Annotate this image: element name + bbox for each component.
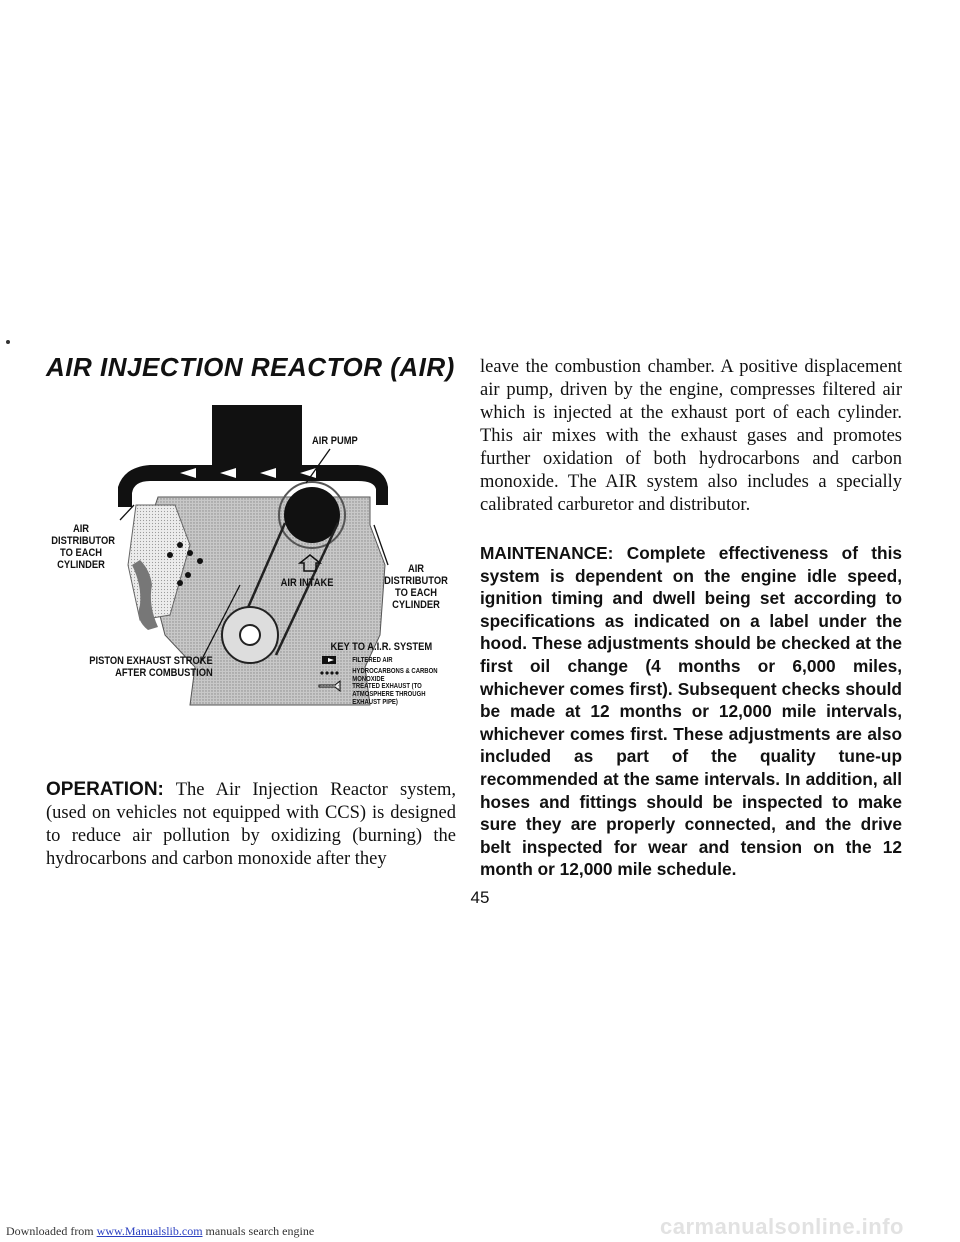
site-watermark: carmanualsonline.info [660, 1214, 904, 1239]
operation-continued-paragraph: leave the combustion chamber. A positive displacement air pump, driven by the engine, compresses filtered air which is injected at the exhaust port of each cylinder. This air mixes with the exhaust gases and promotes further oxidation of both hydrocarbons and carbon monoxide. The AIR system also includes a specially calibrated carburetor and distributor. [480, 357, 902, 515]
key-title: KEY TO A.I.R. SYSTEM [330, 641, 433, 653]
label-air-pump: AIR PUMP [312, 435, 358, 447]
operation-lead: OPERATION: [46, 779, 164, 800]
label-piston-exhaust: PISTON EXHAUST STROKE AFTER COMBUSTION [89, 655, 213, 679]
label-air-distributor-left: AIR DISTRIBUTOR TO EACH CYLINDER [51, 523, 115, 571]
page-title: AIR INJECTION REACTOR (AIR) [46, 352, 455, 382]
key-item-filtered-air: FILTERED AIR [352, 657, 393, 664]
operation-paragraph [46, 778, 456, 871]
manualslib-link[interactable]: www.Manualslib.com [96, 1224, 203, 1238]
key-item-treated-exhaust: TREATED EXHAUST (TO ATMOSPHERE THROUGH EXHAUST PIPE) [352, 683, 426, 706]
maintenance-paragraph: MAINTENANCE: Complete effectiveness of this system is dependent on the engine idle speed, ignition timing and dwell being set according to specifications as indicated on a label under the hood. These adjustments should be checked at the first oil change (4 months or 6,000 miles, whichever comes first). Subsequent checks should be made at 12 months or 12,000 mile intervals, whichever comes first. These adjustments are also included as part of the quality tune-up recommended at the same intervals. In addition, all hoses and fittings should be inspected to make sure they are properly connected, and the drive belt inspected for wear and tension on the 12 month or 12,000 mile schedule. [480, 543, 902, 880]
page-mark [6, 340, 10, 344]
label-air-distributor-right: AIR DISTRIBUTOR TO EACH CYLINDER [384, 563, 448, 611]
key-item-hydrocarbons: HYDROCARBONS & CARBON MONOXIDE [352, 668, 438, 683]
operation-text: The Air Injection Reactor system, (used on vehicles not equipped with CCS) is designed to reduce air pollution by oxidizing (burning) the hydrocarbons and carbon monoxide after they [46, 780, 456, 869]
download-footer: Downloaded from www.Manualslib.com manuals search engine [6, 1224, 315, 1238]
page-number: 45 [470, 888, 490, 907]
air-system-diagram [40, 405, 460, 735]
air-pump-housing [212, 405, 302, 467]
label-air-intake: AIR INTAKE [280, 577, 334, 589]
